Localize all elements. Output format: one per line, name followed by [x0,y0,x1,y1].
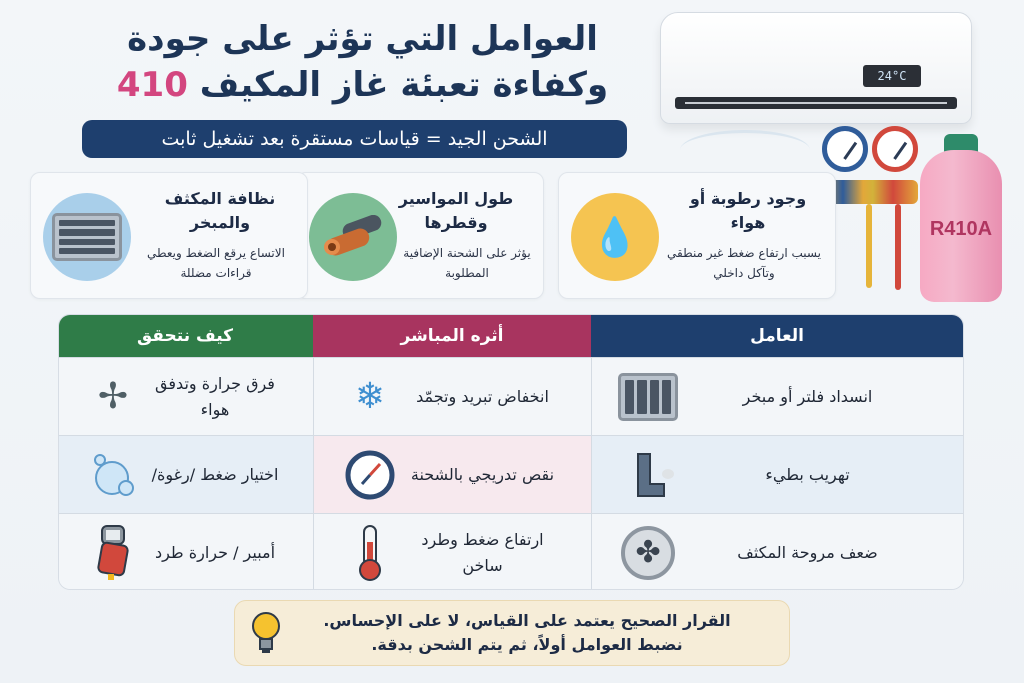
subtitle-banner: الشحن الجيد = قياسات مستقرة بعد تشغيل ثابت [82,120,627,158]
title-line-2-text: وكفاءة تعبئة غاز المكيف [199,65,609,105]
thermometer-icon [340,523,400,583]
table-cell-factor [591,435,963,513]
tip-box [234,600,790,666]
cell-text: نقص تدريجي بالشحنة [410,464,555,484]
factors-table [58,314,964,590]
pressure-gauge-icon [340,445,400,505]
air-conditioner-icon [660,12,972,124]
red-hose-icon [895,204,901,290]
cell-text: انخفاض تبريد وتجمّد [416,386,549,406]
card-coil-cleanliness [30,172,308,299]
ac-temperature-display: 24°C [863,65,921,87]
leaking-pipe-icon [618,445,678,505]
table-cell-effect [313,513,591,590]
card-title: وجود رطوبة أو هواء [689,189,807,232]
yellow-hose-icon [866,204,872,288]
clogged-filter-icon [618,367,678,427]
page-title [90,16,635,108]
cell-text: انسداد فلتر أو مبخر [742,386,873,406]
clamp-meter-icon [83,523,143,583]
card-desc: الاتساع يرقع الضغط ويعطي قراءات مضللة [147,246,285,280]
table-cell-check [58,435,313,513]
table-cell-effect [313,435,591,513]
anemometer-icon: ✢ [97,376,129,417]
high-pressure-gauge-icon [872,126,918,172]
title-line-2 [90,62,635,108]
cell-text: أمبير / حرارة طرد [154,542,276,562]
refrigerant-cylinder-icon [920,150,1002,302]
table-cell-factor [591,513,963,590]
table-cell-factor [591,357,963,435]
low-pressure-gauge-icon [822,126,868,172]
cylinder-label: R410A [929,218,993,240]
tip-line-2: نضبط العوامل أولاً، ثم يتم الشحن بدقة. [371,635,683,654]
condenser-fan-icon: ✤ [618,523,678,583]
cell-text: فرق جرارة وتدفق هواء [155,373,275,419]
cell-text: ضعف مروحة المكثف [737,542,878,562]
clean-coil-icon [43,193,131,281]
table-cell-effect [313,357,591,435]
tip-text [287,609,767,657]
title-line-1: العوامل التي تؤثر على جودة [127,19,598,59]
table-cell-check [58,357,313,435]
table-cell-check [58,513,313,590]
airflow-lines-icon [680,130,810,170]
snowflake-icon: ❄ [354,376,386,417]
cell-text: ارتفاع ضغط وطرد ساخن [421,529,544,575]
card-title: نظافة المكثف والمبخر [164,189,276,232]
cell-text: تهريب بطيء [765,464,850,484]
card-desc: يؤثر على الشحنة الإضافية المطلوبة [403,246,531,280]
card-moisture [558,172,836,299]
column-header-check: كيف نتحقق [58,315,313,357]
card-desc: يسبب ارتفاع ضغط غير منطقي وتآكل داخلي [667,246,821,280]
title-gas-number: 410 [116,65,188,105]
foam-bubbles-icon [83,445,143,505]
card-title: طول المواسير وقطرها [398,189,514,232]
column-header-effect: أثره المباشر [313,315,591,357]
ac-vent [675,97,957,109]
lightbulb-icon [249,611,283,655]
cell-text: اختيار ضغط /رغوة/ [151,464,279,484]
water-drops-icon: 💧 [571,193,659,281]
card-pipes [296,172,544,299]
column-header-factor: العامل [591,315,963,357]
tip-line-1: القرار الصحيح يعتمد على القياس، لا على الإحساس. [323,611,731,630]
